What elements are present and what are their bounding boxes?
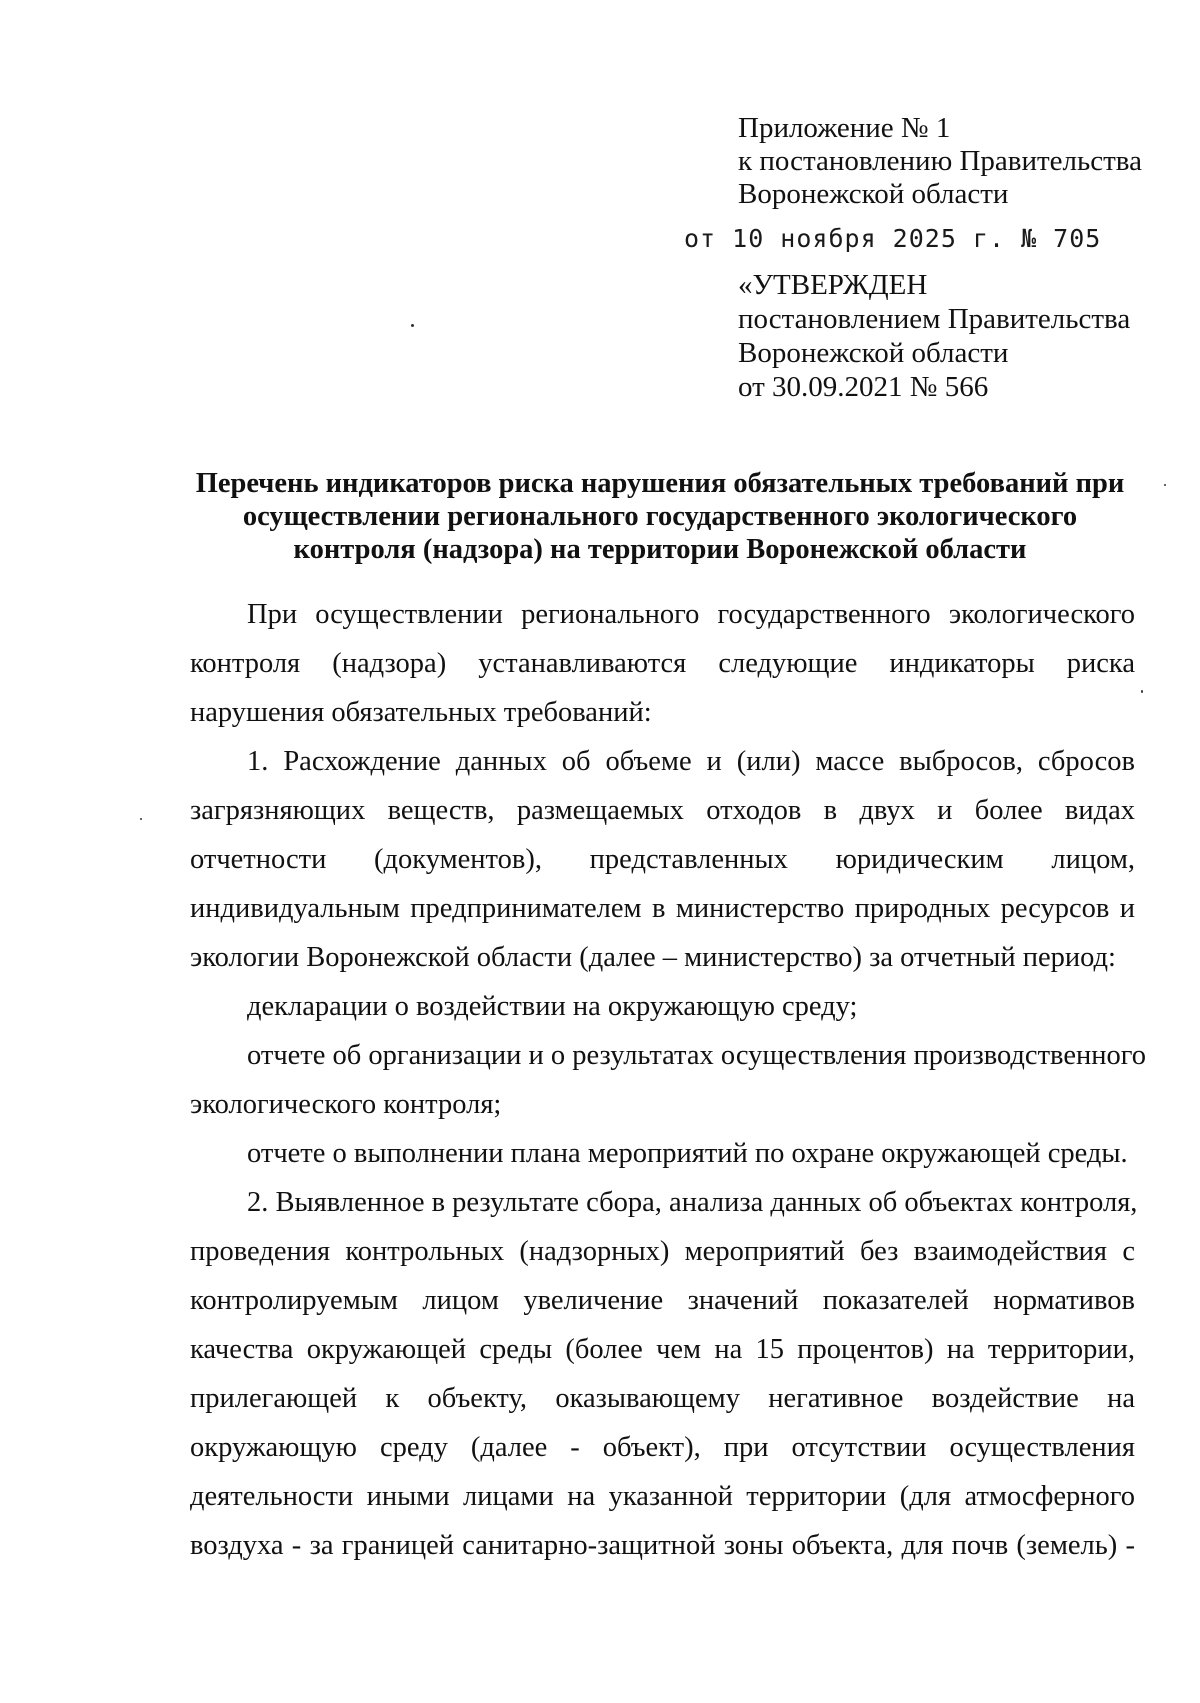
text-line: загрязняющих веществ, размещаемых отходов в двух и более видах: [190, 795, 1135, 826]
scan-speck: [140, 818, 142, 820]
item-1-paragraph: [190, 737, 1135, 982]
text-line: экологии Воронежской области (далее – министерство) за отчетный период:: [190, 942, 1116, 973]
appendix-typed-date: от 10 ноября 2025 г. № 705: [684, 224, 1102, 253]
appendix-reference: к постановлению Правительства: [738, 145, 1142, 177]
text-line: отчете о выполнении плана мероприятий по охране окружающей среды.: [247, 1138, 1128, 1169]
approved-by: постановлением Правительства: [738, 303, 1131, 335]
intro-paragraph: [190, 590, 1135, 737]
text-line: контролируемым лицом увеличение значений показателей нормативов: [190, 1285, 1135, 1316]
item-1-b-paragraph: [190, 1031, 1146, 1129]
text-line: отчете об организации и о результатах осуществления производственного: [247, 1040, 1146, 1071]
title-line-3: контроля (надзора) на территории Воронежской области: [293, 534, 1027, 565]
text-line: проведения контрольных (надзорных) мероприятий без взаимодействия с: [190, 1236, 1135, 1267]
approved-label: «УТВЕРЖДЕН: [738, 269, 928, 301]
text-line: отчетности (документов), представленных юридическим лицом,: [190, 844, 1135, 875]
scan-speck: [1164, 484, 1166, 486]
item-1-c-paragraph: [190, 1129, 1135, 1178]
approved-region: Воронежской области: [738, 337, 1009, 369]
text-line: 1. Расхождение данных об объеме и (или) массе выбросов, сбросов: [247, 746, 1135, 777]
text-line: окружающую среду (далее - объект), при отсутствии осуществления: [190, 1432, 1135, 1463]
text-line: качества окружающей среды (более чем на 15 процентов) на территории,: [190, 1334, 1135, 1365]
text-line: воздуха - за границей санитарно-защитной зоны объекта, для почв (земель) -: [190, 1530, 1135, 1561]
document-title: [160, 467, 1160, 566]
text-line: контроля (надзора) устанавливаются следующие индикаторы риска: [190, 648, 1135, 679]
text-line: прилегающей к объекту, оказывающему негативное воздействие на: [190, 1383, 1135, 1414]
approved-date: от 30.09.2021 № 566: [738, 371, 989, 403]
scan-speck: [1141, 690, 1143, 693]
text-line: декларации о воздействии на окружающую среду;: [247, 991, 858, 1022]
text-line: 2. Выявленное в результате сбора, анализа данных об объектах контроля,: [247, 1187, 1138, 1218]
item-2-paragraph: [190, 1178, 1138, 1570]
approval-stamp-text: [738, 268, 1130, 404]
appendix-region: Воронежской области: [738, 178, 1009, 210]
text-line: При осуществлении регионального государственного экологического: [247, 599, 1135, 630]
text-line: деятельности иными лицами на указанной территории (для атмосферного: [190, 1481, 1135, 1512]
appendix-number: Приложение № 1: [738, 112, 951, 144]
title-line-1: Перечень индикаторов риска нарушения обязательных требований при: [195, 468, 1125, 499]
text-line: экологического контроля;: [190, 1089, 502, 1120]
text-line: индивидуальным предпринимателем в министерство природных ресурсов и: [190, 893, 1135, 924]
appendix-header: [684, 112, 1142, 265]
scan-speck: [411, 324, 414, 327]
item-1-a-paragraph: [190, 982, 1135, 1031]
title-line-2: осуществлении регионального государственного экологического: [242, 501, 1078, 532]
text-line: нарушения обязательных требований:: [190, 697, 652, 728]
document-body: [190, 590, 1146, 1570]
